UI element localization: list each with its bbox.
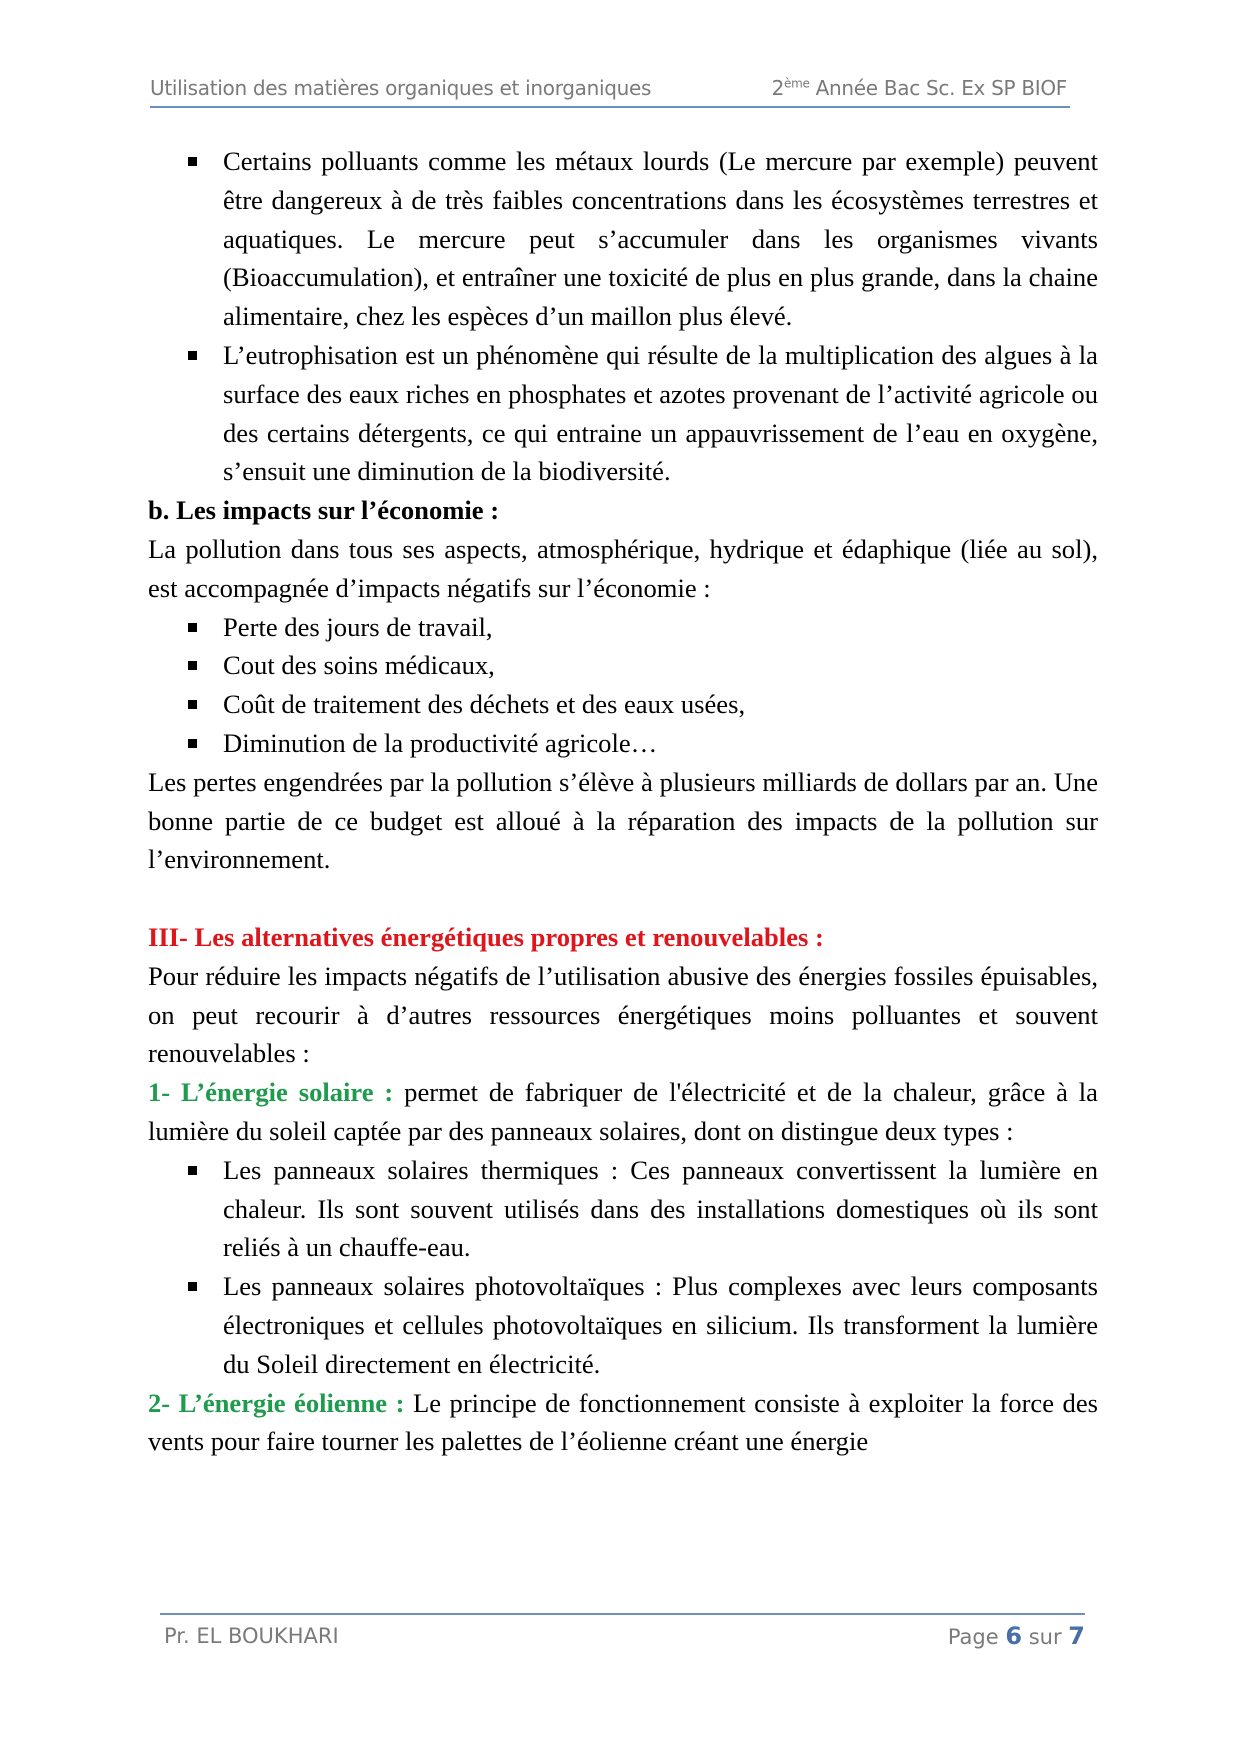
- list-item: Certains polluants comme les métaux lourds (Le mercure par exemple) peuvent être dangereux à de très faibles concentrations dans les écosystèmes terrestres et aquatiques. Le mercure peut s’accumuler dans les organismes vivants (Bioaccumulation), et entraîner une toxicité de plus en plus grande, dans la chaine alimentaire, chez les espèces d’un maillon plus élevé.: [148, 142, 1098, 336]
- spacer: [148, 879, 1098, 918]
- solar-panel-types-list: [148, 1151, 1098, 1384]
- section-3-heading: III- Les alternatives énergétiques propres et renouvelables :: [148, 921, 824, 952]
- section-b-intro: La pollution dans tous ses aspects, atmosphérique, hydrique et édaphique (liée au sol), est accompagnée d’impacts négatifs sur l’économie :: [148, 533, 1098, 603]
- page-number: Page 6 sur 7: [947, 1622, 1085, 1650]
- page-header: [150, 70, 1075, 106]
- footer-divider: [160, 1613, 1085, 1615]
- pollution-bullet-list: [148, 142, 1098, 491]
- solar-energy-paragraph: 1- L’énergie solaire : permet de fabriquer de l'électricité et de la chaleur, grâce à la lumière du soleil captée par des panneaux solaires, dont on distingue deux types :: [148, 1077, 1098, 1146]
- header-class-level: 2ème Année Bac Sc. Ex SP BIOF: [771, 76, 1067, 100]
- header-divider: [150, 106, 1070, 108]
- list-item: L’eutrophisation est un phénomène qui résulte de la multiplication des algues à la surface des eaux riches en phosphates et azotes provenant de l’activité agricole ou des certains détergents, ce qui entraine un appauvrissement de l’eau en oxygène, s’ensuit une diminution de la biodiversité.: [148, 336, 1098, 491]
- document-body: [148, 142, 1098, 1461]
- list-item: Cout des soins médicaux,: [148, 646, 1098, 685]
- section-b-closing: Les pertes engendrées par la pollution s’élève à plusieurs milliards de dollars par an. Une bonne partie de ce budget est alloué à la réparation des impacts de la pollution sur l’environnement.: [148, 766, 1098, 875]
- list-item: Les panneaux solaires thermiques : Ces panneaux convertissent la lumière en chaleur. Ils sont souvent utilisés dans des installations domestiques où ils sont reliés à un chauffe-eau.: [148, 1151, 1098, 1267]
- list-item: Coût de traitement des déchets et des eaux usées,: [148, 685, 1098, 724]
- section-b-heading: b. Les impacts sur l’économie :: [148, 495, 500, 526]
- economy-impacts-list: [148, 608, 1098, 763]
- list-item: Les panneaux solaires photovoltaïques : Plus complexes avec leurs composants électroniques et cellules photovoltaïques en silicium. Ils transforment la lumière du Soleil directement en électricité.: [148, 1267, 1098, 1383]
- section-3-intro: Pour réduire les impacts négatifs de l’utilisation abusive des énergies fossiles épuisables, on peut recourir à d’autres ressources énergétiques moins polluantes et souvent renouvelables :: [148, 960, 1098, 1069]
- footer-author: Pr. EL BOUKHARI: [164, 1624, 339, 1648]
- wind-energy-paragraph: 2- L’énergie éolienne : Le principe de fonctionnement consiste à exploiter la force des vents pour faire tourner les palettes de l’éolienne créant une énergie: [148, 1387, 1098, 1457]
- wind-energy-label: 2- L’énergie éolienne :: [148, 1387, 405, 1418]
- list-item: Diminution de la productivité agricole…: [148, 724, 1098, 763]
- solar-energy-label: 1- L’énergie solaire :: [148, 1077, 394, 1108]
- page-footer: [160, 1616, 1085, 1656]
- header-title: Utilisation des matières organiques et inorganiques: [150, 76, 652, 100]
- list-item: Perte des jours de travail,: [148, 608, 1098, 647]
